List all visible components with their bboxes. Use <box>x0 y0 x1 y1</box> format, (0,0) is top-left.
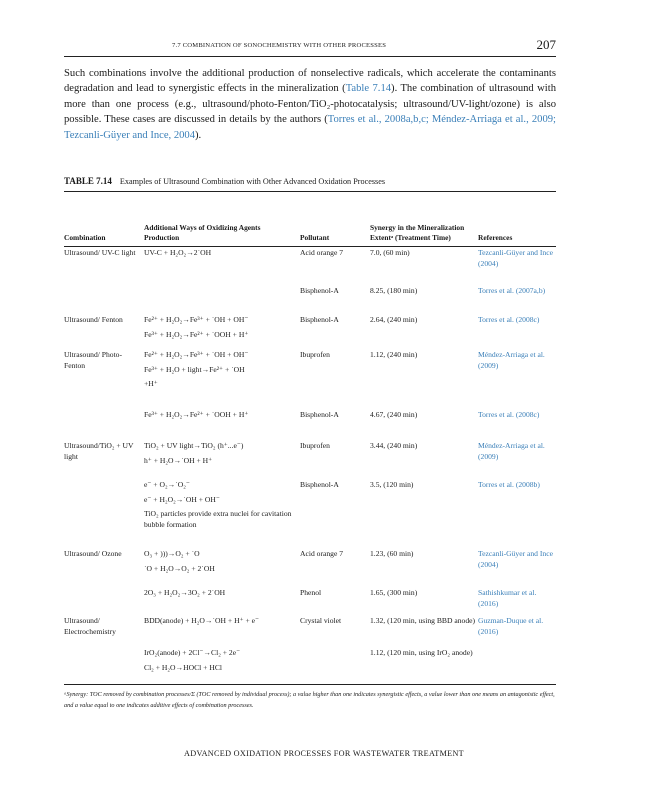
cell-synergy: 8.25, (180 min) <box>370 286 418 295</box>
cell-agents <box>144 549 298 578</box>
cell-reference-link[interactable]: Torres et al. (2008b) <box>478 480 540 489</box>
agent-equation: Fe³⁺ + H₂O₂→Fe²⁺ + ˙OOH + H⁺ <box>144 329 249 339</box>
header-synergy: Synergy in the Mineralization Extentᵃ (Treatment Time) <box>370 223 465 242</box>
page-number: 207 <box>536 37 556 52</box>
cell-reference-link[interactable]: Torres et al. (2008c) <box>478 410 540 419</box>
cell-combination: Ultrasound/ Photo-Fenton <box>64 350 123 370</box>
agent-equation: BDD(anode) + H₂O→˙OH + H⁺ + e⁻ <box>144 616 260 625</box>
agent-equation: e⁻ + H₂O₂→˙OH + OH⁻ <box>144 494 220 504</box>
agent-equation: h⁺ + H₂O→˙OH + H⁺ <box>144 455 213 465</box>
agent-equation: Fe²⁺ + H₂O₂→Fe³⁺ + ˙OH + OH⁻ <box>144 315 249 324</box>
cell-agents <box>144 480 298 534</box>
agent-equation: Fe²⁺ + H₂O₂→Fe³⁺ + ˙OH + OH⁻ <box>144 350 249 359</box>
table-footnote: ᵃSynergy: TOC removed by combination processes/Σ (TOC removed by individual process); a value higher than one indicates synergistic effects, a value lower than one means an antagonistic effect, and a value equal to one indicates additive effects of combination processes. <box>64 684 556 711</box>
cell-synergy: 4.67, (240 min) <box>370 410 418 419</box>
cell-reference-link[interactable]: Tezcanli-Güyer and Ince (2004) <box>478 549 553 569</box>
cell-agents <box>144 410 298 425</box>
cell-synergy: 3.5, (120 min) <box>370 480 414 489</box>
agent-equation: UV-C + H₂O₂→2˙OH <box>144 248 212 257</box>
agent-equation: +H⁺ <box>144 379 158 388</box>
cell-agents <box>144 616 298 631</box>
cell-reference-link[interactable]: Sathishkumar et al. (2016) <box>478 588 537 608</box>
cell-combination: Ultrasound/ Fenton <box>64 315 123 324</box>
cell-pollutant: Ibuprofen <box>300 350 330 359</box>
cell-synergy: 1.32, (120 min, using BBD anode) <box>370 616 476 625</box>
running-title: 7.7 COMBINATION OF SONOCHEMISTRY WITH OTHER PROCESSES <box>172 42 387 49</box>
agent-equation: ˙O + H₂O→O₂ + 2˙OH <box>144 563 215 573</box>
cell-agents <box>144 248 298 263</box>
table-header <box>64 194 556 247</box>
cell-combination: Ultrasound/TiO₂ + UV light <box>64 441 134 461</box>
table-number: TABLE 7.14 <box>64 176 112 186</box>
cell-pollutant: Ibuprofen <box>300 441 330 450</box>
header-agents: Additional Ways of Oxidizing Agents Production <box>144 223 261 242</box>
header-pollutant: Pollutant <box>300 233 330 242</box>
page-header <box>64 36 556 57</box>
intro-text-3: ). <box>195 129 202 141</box>
intro-paragraph <box>64 66 556 143</box>
cell-combination: Ultrasound/ UV-C light <box>64 248 136 257</box>
cell-reference-link[interactable]: Torres et al. (2008c) <box>478 315 540 324</box>
cell-reference-link[interactable]: Guzman-Duque et al. (2016) <box>478 616 544 636</box>
cell-pollutant: Bisphenol-A <box>300 410 339 419</box>
cell-agents <box>144 648 298 677</box>
agent-equation: TiO₂ + UV light→TiO₂ (h⁺...e⁻) <box>144 441 244 450</box>
cell-agents <box>144 441 298 470</box>
cell-pollutant: Acid orange 7 <box>300 549 344 558</box>
cell-synergy: 1.12, (120 min, using IrO₂ anode) <box>370 648 473 657</box>
table-reference-link[interactable]: Table 7.14 <box>345 83 392 95</box>
agent-equation: Fe³⁺ + H₂O₂→Fe²⁺ + ˙OOH + H⁺ <box>144 410 249 419</box>
table-caption <box>64 176 556 192</box>
cell-agents <box>144 588 298 603</box>
header-references: References <box>478 233 513 242</box>
cell-reference-link[interactable]: Méndez-Arriaga et al. (2009) <box>478 441 545 461</box>
cell-synergy: 1.12, (240 min) <box>370 350 418 359</box>
table-caption-text: Examples of Ultrasound Combination with Other Advanced Oxidation Processes <box>119 177 386 186</box>
agent-equation: 2O₃ + H₂O₂→3O₂ + 2˙OH <box>144 588 226 597</box>
cell-synergy: 1.23, (60 min) <box>370 549 414 558</box>
agent-equation: Cl₂ + H₂O→HOCl + HCl <box>144 662 222 672</box>
agent-equation: e⁻ + O₂→˙O₂⁻ <box>144 480 190 489</box>
agent-equation: IrO₂(anode) + 2Cl⁻→Cl₂ + 2e⁻ <box>144 648 241 657</box>
citation-link[interactable]: Torres et al., 2008a,b,c; Méndez-Arriaga et al., 2009; Tezcanli-Güyer and Ince, 2004 <box>64 114 556 141</box>
cell-synergy: 7.0, (60 min) <box>370 248 410 257</box>
header-combination: Combination <box>64 233 106 242</box>
cell-combination: Ultrasound/ Electrochemistry <box>64 616 116 636</box>
cell-pollutant: Bisphenol-A <box>300 286 339 295</box>
cell-agents <box>144 315 298 344</box>
cell-pollutant: Acid orange 7 <box>300 248 344 257</box>
cell-reference-link[interactable]: Méndez-Arriaga et al. (2009) <box>478 350 545 370</box>
cell-synergy: 2.64, (240 min) <box>370 315 418 324</box>
cell-agents <box>144 350 298 394</box>
page-footer: ADVANCED OXIDATION PROCESSES FOR WASTEWATER TREATMENT <box>184 749 464 758</box>
cell-combination: Ultrasound/ Ozone <box>64 549 122 558</box>
cell-pollutant: Phenol <box>300 588 322 597</box>
cell-pollutant: Bisphenol-A <box>300 315 339 324</box>
cell-reference-link[interactable]: Tezcanli-Güyer and Ince (2004) <box>478 248 553 268</box>
cell-reference-link[interactable]: Torres et al. (2007a,b) <box>478 286 546 295</box>
cell-synergy: 3.44, (240 min) <box>370 441 418 450</box>
cell-synergy: 1.65, (300 min) <box>370 588 418 597</box>
cell-pollutant: Crystal violet <box>300 616 342 625</box>
agent-equation: O₃ + )))→O₂ + ˙O <box>144 549 200 558</box>
agent-equation: TiO₂ particles provide extra nuclei for cavitation bubble formation <box>144 509 292 529</box>
agent-equation: Fe³⁺ + H₂O + light→Fe²⁺ + ˙OH <box>144 364 245 374</box>
intro-text-2: ). The combination of ultrasound with more than one process (e.g., ultrasound/photo-Fenton/TiO₂-photocatalysis; ultrasound/UV-light/ozone) is also possible. These cases are discussed in details by the authors ( <box>64 83 556 126</box>
intro-text-1: Such combinations involve the additional production of nonselective radicals, which accelerate the contaminants degradation and lead to synergistic effects in the mineralization ( <box>64 68 556 95</box>
cell-pollutant: Bisphenol-A <box>300 480 339 489</box>
